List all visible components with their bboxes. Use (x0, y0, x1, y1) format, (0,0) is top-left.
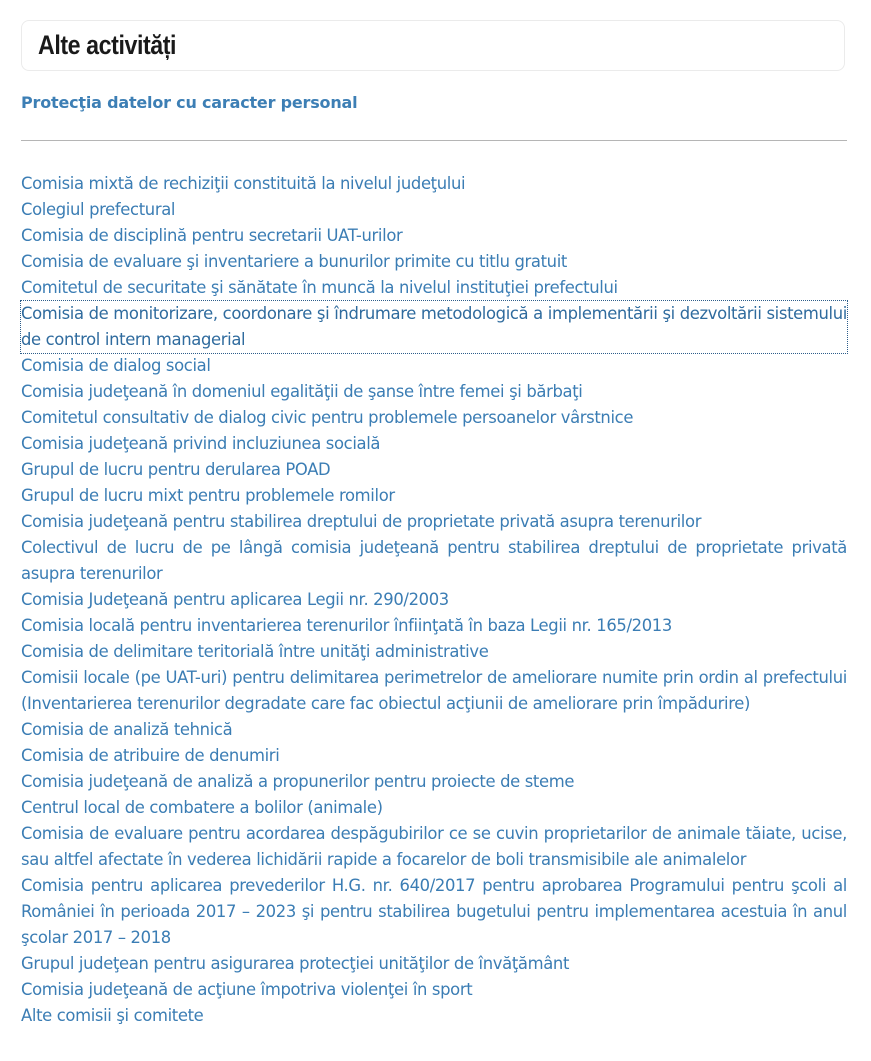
activity-link[interactable]: Comisia de analiză tehnică (21, 720, 233, 739)
activity-link[interactable]: Comitetul consultativ de dialog civic pentru problemele persoanelor vârstnice (21, 408, 634, 427)
activity-link[interactable]: Alte comisii şi comitete (21, 1006, 204, 1025)
activity-link[interactable]: Comisia de atribuire de denumiri (21, 746, 280, 765)
activity-link[interactable]: Grupul de lucru mixt pentru problemele romilor (21, 486, 395, 505)
list-item (21, 171, 847, 197)
list-item (21, 873, 847, 951)
list-item (21, 717, 847, 743)
activity-link[interactable]: Grupul de lucru pentru derularea POAD (21, 460, 331, 479)
activity-link[interactable]: Comisia de disciplină pentru secretarii UAT-urilor (21, 226, 403, 245)
list-item (21, 431, 847, 457)
activity-link[interactable]: Comisia pentru aplicarea prevederilor H.G. nr. 640/2017 pentru aprobarea Programului pentru şcoli al României în perioada 2017 – 2023 şi pentru stabilirea bugetului pentru implementarea acestuia în anul şcolar 2017 – 2018 (21, 876, 847, 947)
data-protection-link[interactable]: Protecţia datelor cu caracter personal (21, 93, 358, 112)
activity-link[interactable]: Comisii locale (pe UAT-uri) pentru delimitarea perimetrelor de ameliorare numite prin ordin al prefectului (Inventarierea terenurilor degradate care fac obiectul acţiunii de ameliorare prin împădurire) (21, 668, 847, 713)
list-item (21, 457, 847, 483)
list-item (21, 535, 847, 587)
activity-link[interactable]: Comisia de delimitare teritorială între unităţi administrative (21, 642, 489, 661)
list-item-focused (21, 301, 847, 353)
activity-link[interactable]: Colegiul prefectural (21, 200, 176, 219)
list-item (21, 405, 847, 431)
activity-link[interactable]: Colectivul de lucru de pe lângă comisia judeţeană pentru stabilirea dreptului de proprietate privată asupra terenurilor (21, 538, 847, 583)
list-item (21, 223, 847, 249)
activity-link[interactable]: Comisia de evaluare şi inventariere a bunurilor primite cu titlu gratuit (21, 252, 567, 271)
list-item (21, 665, 847, 717)
list-item (21, 743, 847, 769)
activity-link[interactable]: Centrul local de combatere a bolilor (animale) (21, 798, 383, 817)
activity-link[interactable]: Comisia judeţeană pentru stabilirea dreptului de proprietate privată asupra terenurilor (21, 512, 702, 531)
list-item (21, 353, 847, 379)
divider (21, 140, 847, 141)
activity-link[interactable]: Comisia Judeţeană pentru aplicarea Legii nr. 290/2003 (21, 590, 449, 609)
activity-link[interactable]: Comisia judeţeană privind incluziunea socială (21, 434, 381, 453)
list-item (21, 509, 847, 535)
activity-link-focused[interactable]: Comisia de monitorizare, coordonare şi îndrumare metodologică a implementării şi dezvoltării sistemului de control intern managerial (21, 301, 847, 353)
list-item (21, 249, 847, 275)
list-item (21, 197, 847, 223)
list-item (21, 613, 847, 639)
list-item (21, 769, 847, 795)
section-header (21, 20, 845, 71)
activity-link[interactable]: Comitetul de securitate şi sănătate în muncă la nivelul instituţiei prefectului (21, 278, 618, 297)
list-item (21, 379, 847, 405)
list-item (21, 977, 847, 1003)
list-item (21, 951, 847, 977)
list-item (21, 275, 847, 301)
activity-link[interactable]: Comisia judeţeană în domeniul egalităţii de şanse între femei şi bărbaţi (21, 382, 583, 401)
activity-link[interactable]: Comisia locală pentru inventarierea terenurilor înfiinţată în baza Legii nr. 165/2013 (21, 616, 672, 635)
list-item (21, 1003, 847, 1029)
activity-link[interactable]: Comisia mixtă de rechiziţii constituită la nivelul judeţului (21, 174, 466, 193)
activity-link[interactable]: Grupul judeţean pentru asigurarea protecţiei unităţilor de învăţământ (21, 954, 570, 973)
list-item (21, 821, 847, 873)
activity-link[interactable]: Comisia judeţeană de analiză a propunerilor pentru proiecte de steme (21, 772, 575, 791)
list-item (21, 795, 847, 821)
list-item (21, 587, 847, 613)
list-item (21, 483, 847, 509)
activity-link[interactable]: Comisia de dialog social (21, 356, 211, 375)
page-title: Alte activități (38, 30, 177, 60)
activities-list (21, 171, 847, 1029)
content-area (21, 20, 847, 1029)
list-item (21, 639, 847, 665)
activity-link[interactable]: Comisia judeţeană de acţiune împotriva violenţei în sport (21, 980, 473, 999)
activity-link[interactable]: Comisia de evaluare pentru acordarea despăgubirilor ce se cuvin proprietarilor de animale tăiate, ucise, sau altfel afectate în vederea lichidării rapide a focarelor de boli transmisibile ale animalelor (21, 824, 847, 869)
